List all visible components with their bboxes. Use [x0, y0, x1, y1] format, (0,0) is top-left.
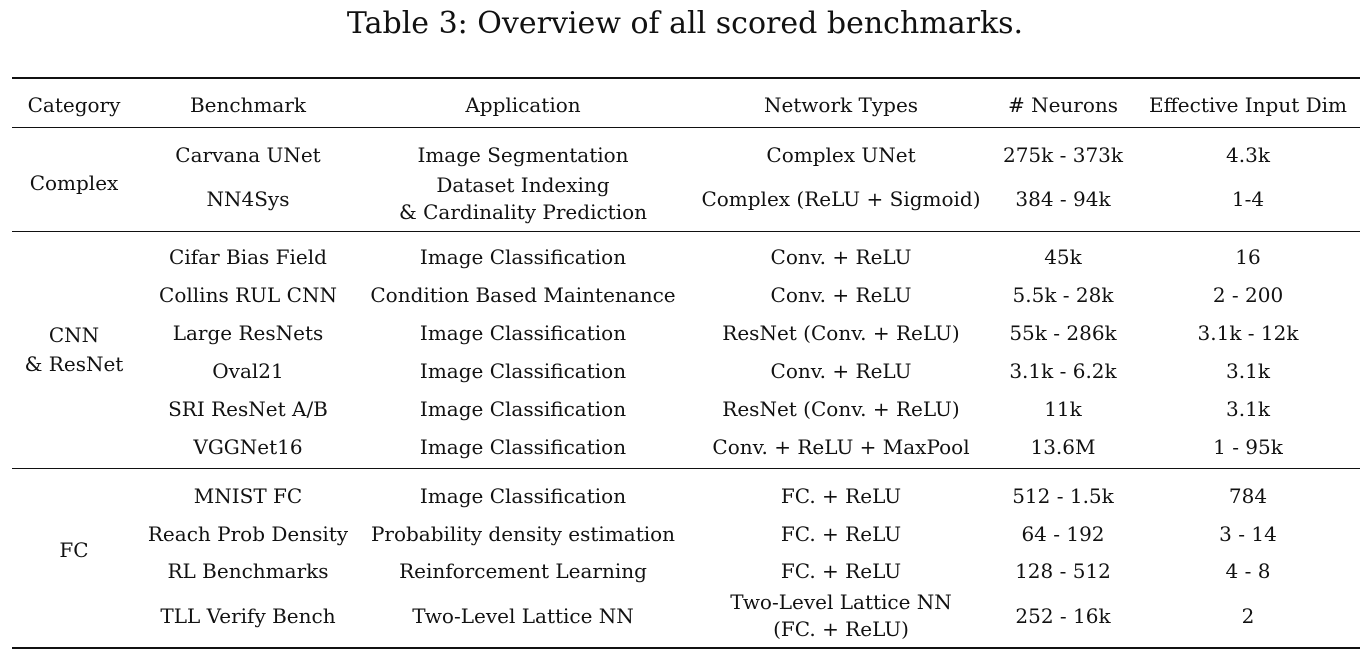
table-cell-neurons: 13.6M [1030, 435, 1096, 459]
top-rule [12, 77, 1360, 79]
table-cell-benchmark: SRI ResNet A/B [168, 397, 328, 421]
table-cell-application-line2: & Cardinality Prediction [398, 200, 648, 224]
header-input-dim: Effective Input Dim [1148, 93, 1348, 117]
table-cell-neurons: 512 - 1.5k [1012, 484, 1114, 508]
category-cnn: CNN [48, 323, 100, 347]
table-cell-neurons: 5.5k - 28k [1012, 283, 1114, 307]
table-cell-neurons: 11k [1044, 397, 1082, 421]
header-application: Application [465, 93, 581, 117]
table-cell-network: Conv. + ReLU + MaxPool [712, 435, 970, 459]
group-divider-2 [12, 468, 1360, 469]
table-cell-network: Conv. + ReLU [770, 283, 912, 307]
table-cell-benchmark: Collins RUL CNN [159, 283, 337, 307]
table-cell-application: Image Classification [419, 397, 627, 421]
table-cell-benchmark: RL Benchmarks [167, 559, 329, 583]
table-cell-network: ResNet (Conv. + ReLU) [722, 397, 960, 421]
table-cell-input-dim: 3.1k [1226, 359, 1270, 383]
table-cell-network: Two-Level Lattice NN [730, 590, 952, 614]
table-cell-network: Complex (ReLU + Sigmoid) [701, 187, 981, 211]
table-cell-application: Condition Based Maintenance [370, 283, 676, 307]
table-cell-input-dim: 1-4 [1231, 187, 1265, 211]
table-cell-input-dim: 3.1k [1226, 397, 1270, 421]
table-cell-benchmark: VGGNet16 [193, 435, 303, 459]
table-cell-network: ResNet (Conv. + ReLU) [722, 321, 960, 345]
table-cell-network: FC. + ReLU [780, 559, 902, 583]
table-cell-application: Reinforcement Learning [399, 559, 647, 583]
table-cell-application: Image Segmentation [417, 143, 629, 167]
category-complex: Complex [29, 171, 119, 195]
table-cell-input-dim: 2 [1241, 604, 1255, 628]
table-cell-network: Complex UNet [766, 143, 916, 167]
table-cell-neurons: 3.1k - 6.2k [1009, 359, 1117, 383]
category-fc: FC [59, 538, 89, 562]
table-cell-neurons: 64 - 192 [1021, 522, 1105, 546]
table-cell-input-dim: 1 - 95k [1213, 435, 1283, 459]
table-cell-benchmark: Carvana UNet [175, 143, 321, 167]
table-cell-application: Two-Level Lattice NN [412, 604, 634, 628]
header-rule [12, 127, 1360, 128]
header-category: Category [27, 93, 121, 117]
category-cnn-line2: & ResNet [24, 352, 124, 376]
table-cell-input-dim: 4 - 8 [1225, 559, 1271, 583]
table-cell-input-dim: 784 [1228, 484, 1268, 508]
table-cell-application: Image Classification [419, 435, 627, 459]
header-network-types: Network Types [763, 93, 919, 117]
table-cell-neurons: 384 - 94k [1015, 187, 1111, 211]
table-cell-input-dim: 2 - 200 [1212, 283, 1284, 307]
table-caption: Table 3: Overview of all scored benchmarks. [346, 6, 1024, 41]
table-cell-benchmark: TLL Verify Bench [160, 604, 336, 628]
table-cell-benchmark: Large ResNets [172, 321, 324, 345]
table-cell-benchmark: Reach Prob Density [147, 522, 349, 546]
table-cell-neurons: 128 - 512 [1015, 559, 1111, 583]
table-cell-benchmark: Oval21 [212, 359, 284, 383]
table-cell-network: FC. + ReLU [780, 522, 902, 546]
group-divider-1 [12, 231, 1360, 232]
header-benchmark: Benchmark [189, 93, 307, 117]
table-cell-input-dim: 4.3k [1226, 143, 1270, 167]
table-cell-network: Conv. + ReLU [770, 359, 912, 383]
table-cell-neurons: 252 - 16k [1015, 604, 1111, 628]
table-cell-input-dim: 16 [1235, 245, 1261, 269]
table-cell-benchmark: MNIST FC [193, 484, 303, 508]
table-cell-application: Image Classification [419, 245, 627, 269]
header-neurons: # Neurons [1007, 93, 1119, 117]
table-cell-benchmark: NN4Sys [206, 187, 290, 211]
table-cell-network: Conv. + ReLU [770, 245, 912, 269]
table-cell-neurons: 275k - 373k [1002, 143, 1124, 167]
table-cell-application: Dataset Indexing [436, 173, 610, 197]
table-cell-neurons: 45k [1044, 245, 1082, 269]
table-cell-input-dim: 3.1k - 12k [1197, 321, 1299, 345]
table-cell-benchmark: Cifar Bias Field [169, 245, 327, 269]
table-cell-neurons: 55k - 286k [1009, 321, 1117, 345]
table-cell-network-line2: (FC. + ReLU) [773, 617, 909, 641]
table-cell-application: Image Classification [419, 321, 627, 345]
table-cell-application: Image Classification [419, 359, 627, 383]
table-cell-input-dim: 3 - 14 [1219, 522, 1277, 546]
bottom-rule [12, 647, 1360, 649]
table-cell-application: Probability density estimation [370, 522, 676, 546]
table-cell-network: FC. + ReLU [780, 484, 902, 508]
table-cell-application: Image Classification [419, 484, 627, 508]
